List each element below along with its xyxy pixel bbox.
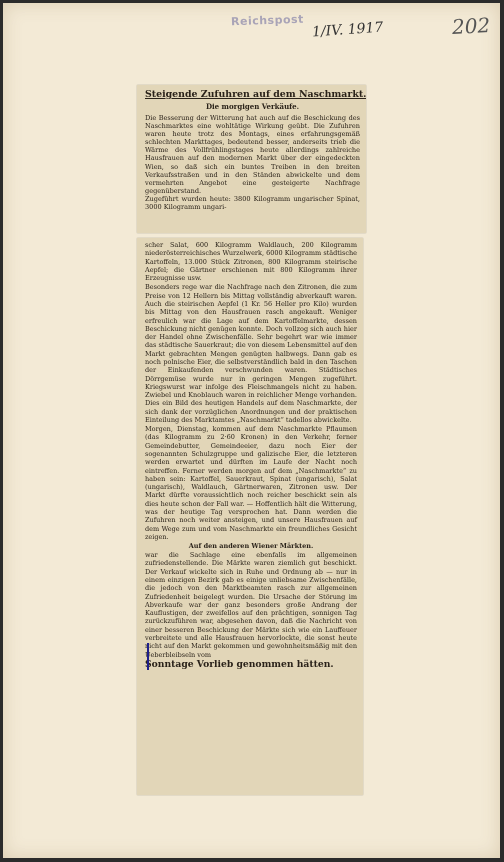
section-heading: Auf den anderen Wiener Märkten. xyxy=(188,542,314,551)
newspaper-clipping-bottom xyxy=(137,238,363,795)
article-subhead: Die morgigen Verkäufe. xyxy=(205,102,300,111)
article-closing-line: Sonntage Vorlieb genommen hätten. xyxy=(145,658,334,670)
article-paragraph: Zugeführt wurden heute: 3800 Kilogramm ungarischer Spinat, 3000 Kilogramm ungari- xyxy=(145,194,360,212)
article-paragraph: Morgen, Dienstag, kommen auf dem Naschmarkte Pflaumen (das Kilogramm zu 2·60 Kronen) in den Verkehr, ferner Gemeindebutter, Gemeindeeier, dazu noch Eier der sogenannten Schulzgruppe und galizische Eier, die letzteren werden erwartet und dürften im Laufe der Nacht noch eintreffen. Ferner werden morgen auf dem „Naschmarkte“ zu haben sein: Kartoffel, Sauerkraut, Spinat (ungarisch), Salat (ungarisch), Waldlauch, Gärtnerwaren, Zitronen usw. Der Markt dürfte voraussichtlich noch reicher beschickt sein als dies heute schon der Fall war. — Hoffentlich hält die Witterung, was der heutige Tag versprochen hat. Dann werden die Zufuhren noch weiter ansteigen, und unsere Hausfrauen auf dem Wege zum und vom Naschmarkte ein freundliches Gesicht zeigen. xyxy=(145,425,357,541)
ink-bracket-mark xyxy=(147,643,152,670)
article-paragraph: war die Sachlage eine ebenfalls im allgemeinen zufriedenstellende. Die Märkte waren ziemlich gut beschickt. Der Verkauf wickelte sich in Ruhe und Ordnung ab — nur in einem einzigen Bezirk gab es einige unliebsame Zwischenfälle, die jedoch von den Marktbeamten rasch zur allgemeinen Zufriedenheit beigelegt wurden. Die Ursache der Störung im Abverkaufe war der ganz besonders große Andrang der Kauflustigen, der zweifellos auf den prächtigen, sonnigen Tag zurückzuführen war, abgesehen davon, daß die Nachricht von einer besseren Beschickung der Märkte sich wie ein Lauffeuer verbreitete und alle Hausfrauen hervorlockte, die sonst heute nicht auf den Markt gekommen und gewohnheitsmäßig mit den Ueberbleibseln vom xyxy=(145,551,357,659)
archive-stamp: Reichspost xyxy=(230,12,305,29)
article-headline: Steigende Zufuhren auf dem Naschmarkt. xyxy=(145,89,366,100)
article-paragraph: Die Besserung der Witterung hat auch auf die Beschickung des Naschmarktes eine wohltätige Wirkung geübt. Die Zufuhren waren heute trotz des Montags, eines erfahrungsgemäß schlechten Markttages, bedeutend besser, anderseits trieb die Wärme des Vollfrühlingstages heute allerdings zahlreiche Hausfrauen auf den modernen Markt über der eingedeckten Wien, so daß sich ein buntes Treiben in den breiten Verkaufsstraßen und in den Ständen abwickelte und dem vermehrten Angebot eine gesteigerte Nachfrage gegenüberstand. xyxy=(145,114,360,195)
article-paragraph: scher Salat, 600 Kilogramm Waldlauch, 200 Kilogramm niederösterreichisches Wurzelwerk, 6000 Kilogramm städtische Kartoffeln, 13.000 Stück Zitronen, 800 Kilogramm steirische Aepfel; die Gärtner erschienen mit 800 Kilogramm ihrer Erzeugnisse usw. xyxy=(145,241,357,283)
handwritten-page-number: 202 xyxy=(451,13,491,39)
handwritten-date: 1/IV. 1917 xyxy=(311,19,384,41)
newspaper-clipping-top xyxy=(137,85,366,233)
article-paragraph: Besonders rege war die Nachfrage nach den Zitronen, die zum Preise von 12 Hellern bis Mittag vollständig abverkauft waren. Auch die steirischen Aepfel (1 Kr. 56 Heller pro Kilo) wurden bis Mittag von den Hausfrauen rasch angekauft. Weniger erfreulich war die Lage auf dem Kartoffelmarkte, dessen Beschickung nicht genügen konnte. Doch vollzog sich auch hier der Handel ohne Zwischenfälle. Sehr begehrt war wie immer das städtische Sauerkraut; die von diesem Lebensmittel auf den Markt gebrachten Mengen genügten halbwegs. Dann gab es noch polnische Eier, die selbstverständlich bald in den Taschen der Einkaufenden verschwunden waren. Städtisches Dörrgemüse wurde nur in geringen Mengen zugeführt. Kriegswurst war infolge des Fleischmangels nicht zu haben. Zwiebel und Knoblauch waren in reichlicher Menge vorhanden. Dies ein Bild des heutigen Handels auf dem Naschmarkte, der sich dank der vorzüglichen Anordnungen und der praktischen Einteilung des Marktamtes „Naschmarkt“ tadellos abwickelte. xyxy=(145,283,357,424)
